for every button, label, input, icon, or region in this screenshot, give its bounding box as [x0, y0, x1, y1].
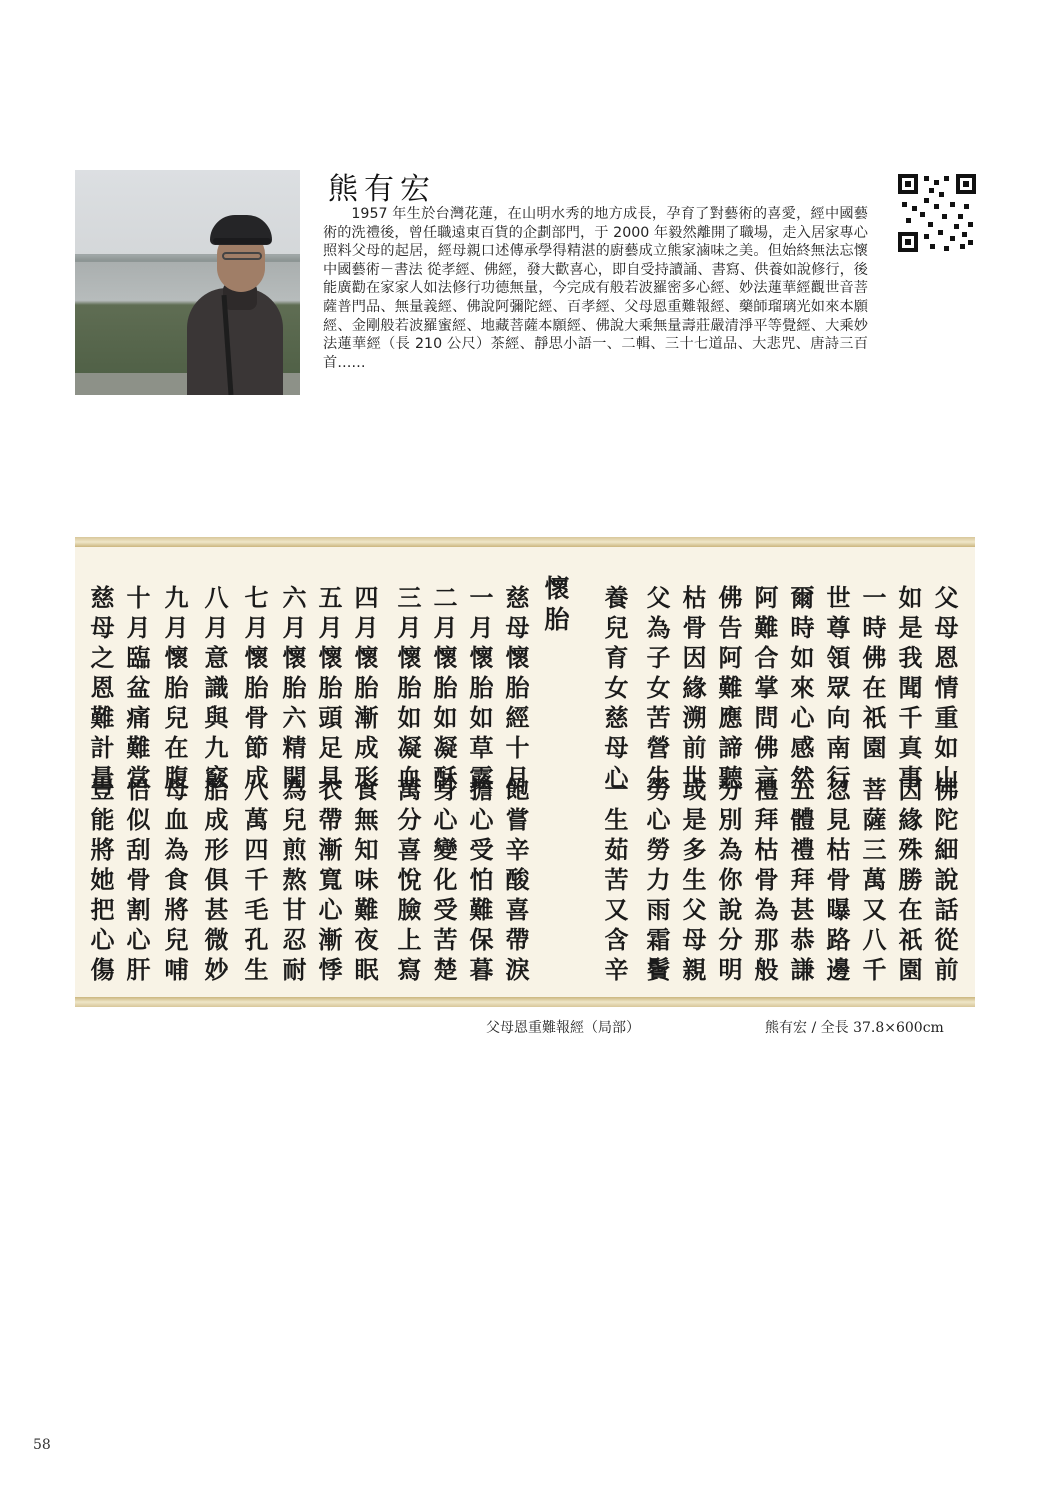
calligraphy-column: 慈母懷胎經十月: [501, 585, 530, 795]
calligraphy-column: 五月懷胎頭足具: [314, 585, 343, 795]
calligraphy-column: 枯骨因緣溯前世: [678, 585, 707, 795]
calligraphy-column: 分別為你說分明: [714, 777, 743, 987]
calligraphy-column: 因緣殊勝在祇園: [894, 777, 923, 987]
calligraphy-column: 八萬四千毛孔生: [240, 777, 269, 987]
calligraphy-column: 阿難合掌問佛言: [750, 585, 779, 795]
calligraphy-column: 爾時如來心感然: [786, 585, 815, 795]
calligraphy-column: 禮拜枯骨為那般: [750, 777, 779, 987]
calligraphy-column: 恰似刮骨割心肝: [122, 777, 151, 987]
calligraphy-column: 一生茹苦又含辛: [600, 777, 629, 987]
artist-bio: 1957 年生於台灣花蓮，在山明水秀的地方成長，孕育了對藝術的喜愛，經中國藝術的洗禮後，曾任職遠東百貨的企劃部門，于 2000 年毅然離開了職場，走入居家專心照料父母的起居，經母親口述傳承學得精湛的廚藝成立熊家滷味之美。但始終無法忘懷中國藝術－書法 從孝經、佛經，發大歡喜心，即自受持讀誦、書寫、供養如說修行，後能廣勸在家家人如法修行功德無量，今完成有般若波羅密多心經、妙法蓮華經觀世音菩薩普門品、無量義經、佛說阿彌陀經、百孝經、父母恩重難報經、藥師瑠璃光如來本願經、金剛般若波羅蜜經、地藏菩薩本願經、佛說大乘無量壽莊嚴清淨平等覺經、大乘妙法蓮華經（長 210 公尺）茶經、靜思小語一、二輯、三十七道品、大悲咒、唐詩三百首……: [323, 206, 868, 371]
calligraphy-column: 二月懷胎如凝酥: [429, 585, 458, 795]
calligraphy-column: 世尊領眾向南行: [822, 585, 851, 795]
artist-caption: 熊有宏 / 全長 37.8×600cm: [765, 1020, 944, 1036]
calligraphy-column: 九月懷胎兒在腹: [160, 585, 189, 795]
calligraphy-column: 三月懷胎如凝血: [393, 585, 422, 795]
calligraphy-column: 佛陀細說話從前: [930, 777, 959, 987]
calligraphy-column: 四月懷胎漸成形: [350, 585, 379, 795]
calligraphy-column: 勞心勞力雨霜鬢: [642, 777, 671, 987]
calligraphy-column: 佛告阿難應諦聽: [714, 585, 743, 795]
calligraphy-column: 身心變化受苦楚: [429, 777, 458, 987]
calligraphy-column: 十月臨盆痛難當: [122, 585, 151, 795]
calligraphy-section-title: 懷胎: [541, 575, 570, 637]
calligraphy-column: 忽見枯骨曝路邊: [822, 777, 851, 987]
calligraphy-column: 父母恩情重如山: [930, 585, 959, 795]
calligraphy-column: 菩薩三萬又八千: [858, 777, 887, 987]
page-number: 58: [33, 1437, 51, 1453]
calligraphy-column: 如是我聞千真事: [894, 585, 923, 795]
calligraphy-column: 七月懷胎骨節成: [240, 585, 269, 795]
calligraphy-column: 為兒煎熬甘忍耐: [278, 777, 307, 987]
calligraphy-column: 八月意識與九竅: [200, 585, 229, 795]
calligraphy-column: 飽嘗辛酸喜帶淚: [501, 777, 530, 987]
calligraphy-column: 父為子女苦營生: [642, 585, 671, 795]
calligraphy-column: 母血為食將兒哺: [160, 777, 189, 987]
calligraphy-column: 一月懷胎如草露: [465, 585, 494, 795]
artist-photo: [75, 170, 300, 395]
calligraphy-column: 養兒育女慈母心: [600, 585, 629, 795]
work-caption: 父母恩重難報經（局部）: [486, 1020, 640, 1036]
calligraphy-column: 或是多生父母親: [678, 777, 707, 987]
artist-name: 熊有宏: [328, 172, 436, 207]
calligraphy-column: 萬分喜悅臉上寫: [393, 777, 422, 987]
calligraphy-column: 食無知味難夜眠: [350, 777, 379, 987]
qr-code[interactable]: [898, 174, 976, 252]
calligraphy-column: 五體禮拜甚恭謙: [786, 777, 815, 987]
calligraphy-column: 六月懷胎六精開: [278, 585, 307, 795]
calligraphy-column: 擔心受怕難保暮: [465, 777, 494, 987]
calligraphy-column: 豈能將她把心傷: [86, 777, 115, 987]
calligraphy-column: 慈母之恩難計量: [86, 585, 115, 795]
calligraphy-column: 胎成形俱甚微妙: [200, 777, 229, 987]
calligraphy-column: 衣帶漸寬心漸悸: [314, 777, 343, 987]
calligraphy-column: 一時佛在祇園: [858, 585, 887, 765]
